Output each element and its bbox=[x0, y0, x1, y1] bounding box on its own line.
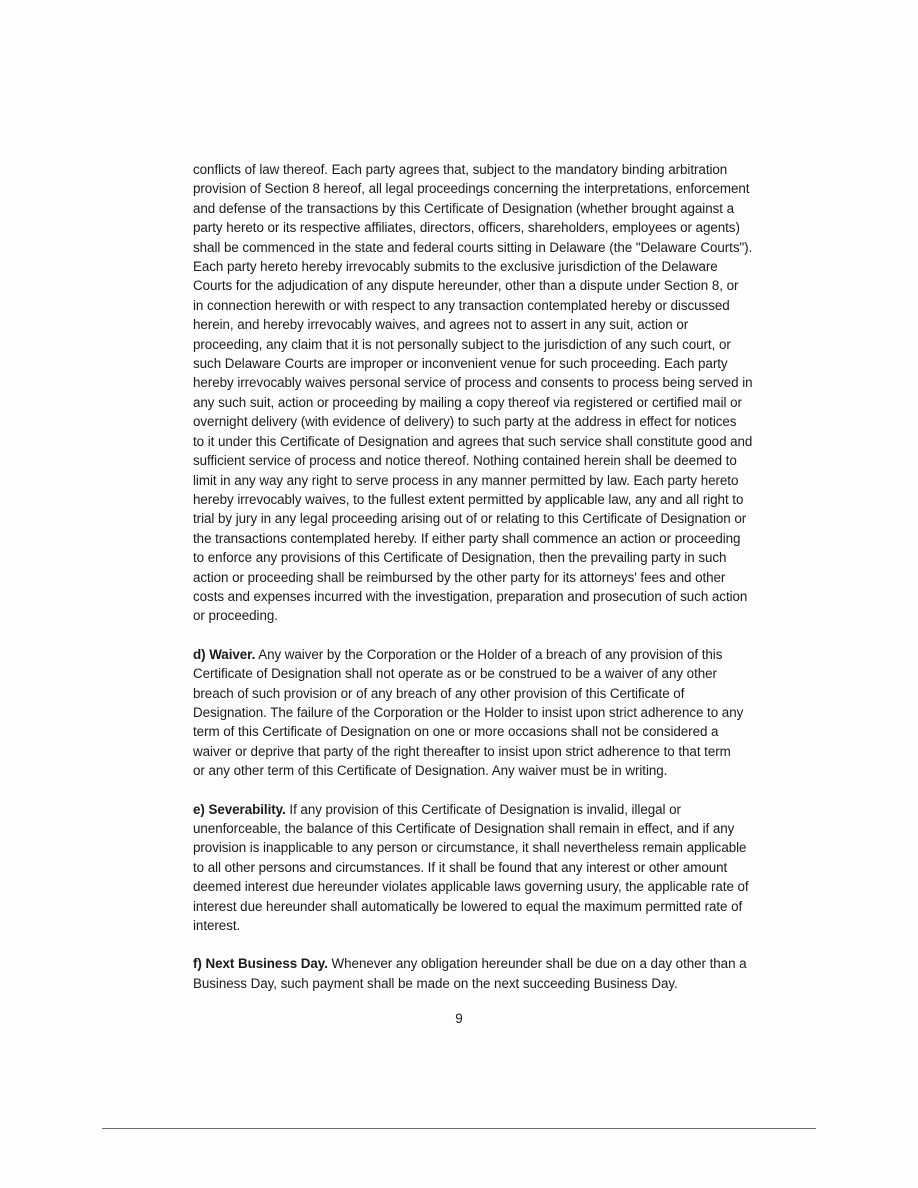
text-line: Business Day, such payment shall be made on the next succeeding Business Day. bbox=[193, 975, 678, 991]
text-line: hereby irrevocably waives personal service of process and consents to process being served in bbox=[193, 375, 753, 391]
footer-divider bbox=[102, 1128, 816, 1129]
paragraph-severability bbox=[193, 800, 796, 936]
text-line: Designation. The failure of the Corporation or the Holder to insist upon strict adherence to any bbox=[193, 704, 744, 720]
text-line: provision is inapplicable to any person or circumstance, it shall nevertheless remain applicable bbox=[193, 840, 747, 856]
text-line: conflicts of law thereof. Each party agrees that, subject to the mandatory binding arbitration bbox=[193, 162, 728, 177]
text-line: to all other persons and circumstances. If it shall be found that any interest or other amount bbox=[193, 859, 728, 875]
text-line: costs and expenses incurred with the investigation, preparation and prosecution of such action bbox=[193, 588, 748, 604]
paragraph-next-business-day bbox=[193, 954, 796, 993]
text-line: term of this Certificate of Designation on one or more occasions shall not be considered a bbox=[193, 724, 719, 740]
text-run: Whenever any obligation hereunder shall be due on a day other than a bbox=[327, 956, 747, 972]
document-body bbox=[193, 160, 796, 993]
text-line: trial by jury in any legal proceeding arising out of or relating to this Certificate of Designation or bbox=[193, 511, 747, 527]
text-line: Each party hereto hereby irrevocably submits to the exclusive jurisdiction of the Delaware bbox=[193, 259, 718, 275]
text-line: limit in any way any right to serve process in any manner permitted by law. Each party hereto bbox=[193, 472, 739, 488]
text-line bbox=[193, 800, 796, 819]
text-line: action or proceeding shall be reimbursed by the other party for its attorneys' fees and other bbox=[193, 569, 726, 585]
text-line: unenforceable, the balance of this Certificate of Designation shall remain in effect, and if any bbox=[193, 821, 735, 836]
text-line: sufficient service of process and notice thereof. Nothing contained herein shall be deemed to bbox=[193, 453, 737, 469]
section-heading-severability: e) Severability. bbox=[193, 801, 286, 817]
text-line: to it under this Certificate of Designation and agrees that such service shall constitute good and bbox=[193, 433, 753, 449]
text-line: such Delaware Courts are improper or inconvenient venue for such proceeding. Each party bbox=[193, 356, 728, 372]
text-line: to enforce any provisions of this Certificate of Designation, then the prevailing party in such bbox=[193, 550, 727, 566]
text-line: party hereto or its respective affiliates, directors, officers, shareholders, employees or agents) bbox=[193, 220, 740, 236]
text-run: If any provision of this Certificate of Designation is invalid, illegal or bbox=[285, 801, 681, 817]
text-line bbox=[193, 954, 796, 973]
text-line: in connection herewith or with respect to any transaction contemplated hereby or discussed bbox=[193, 297, 730, 313]
text-line: overnight delivery (with evidence of delivery) to such party at the address in effect for notices bbox=[193, 414, 737, 430]
text-line: the transactions contemplated hereby. If either party shall commence an action or proceeding bbox=[193, 530, 741, 546]
text-line: hereby irrevocably waives, to the fullest extent permitted by applicable law, any and all right to bbox=[193, 491, 744, 507]
text-line: interest. bbox=[193, 918, 241, 934]
text-line: herein, and hereby irrevocably waives, and agrees not to assert in any suit, action or bbox=[193, 317, 689, 333]
section-heading-waiver: d) Waiver. bbox=[193, 646, 256, 662]
text-line: or any other term of this Certificate of Designation. Any waiver must be in writing. bbox=[193, 763, 668, 779]
text-line: and defense of the transactions by this Certificate of Designation (whether brought against a bbox=[193, 200, 734, 216]
page-number: 9 bbox=[455, 1011, 463, 1026]
text-line bbox=[193, 645, 796, 664]
paragraph-waiver bbox=[193, 645, 796, 781]
text-line: interest due hereunder shall automatically be lowered to equal the maximum permitted rate of bbox=[193, 898, 743, 914]
text-line: provision of Section 8 hereof, all legal proceedings concerning the interpretations, enforcement bbox=[193, 181, 750, 197]
text-line: Certificate of Designation shall not operate as or be construed to be a waiver of any other bbox=[193, 666, 717, 682]
section-heading-next-business-day: f) Next Business Day. bbox=[193, 956, 328, 972]
text-run: Any waiver by the Corporation or the Holder of a breach of any provision of this bbox=[255, 646, 723, 662]
text-line: waiver or deprive that party of the right thereafter to insist upon strict adherence to that term bbox=[193, 743, 731, 759]
paragraph-governing-law-continuation bbox=[193, 160, 796, 626]
text-line: or proceeding. bbox=[193, 608, 278, 624]
text-line: breach of such provision or of any breach of any other provision of this Certificate of bbox=[193, 685, 685, 701]
text-line: shall be commenced in the state and federal courts sitting in Delaware (the "Delaware Courts"). bbox=[193, 239, 753, 255]
text-line: Courts for the adjudication of any dispute hereunder, other than a dispute under Section 8, or bbox=[193, 278, 739, 294]
text-line: deemed interest due hereunder violates applicable laws governing usury, the applicable rate of bbox=[193, 879, 749, 895]
text-line: any such suit, action or proceeding by mailing a copy thereof via registered or certified mail or bbox=[193, 394, 742, 410]
text-line: proceeding, any claim that it is not personally subject to the jurisdiction of any such court, or bbox=[193, 336, 731, 352]
